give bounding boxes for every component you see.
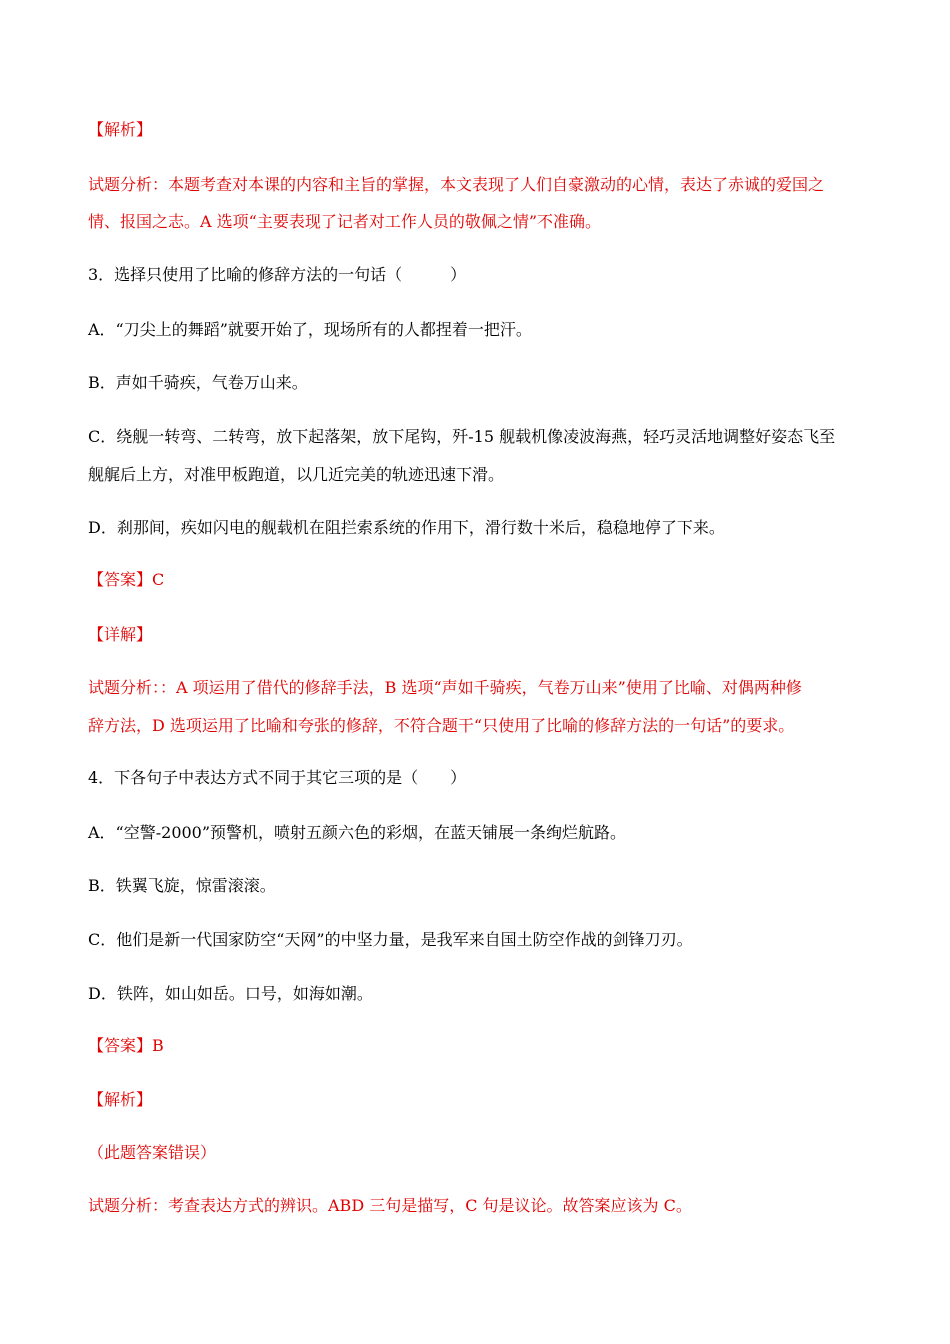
question-3-option-c-continued: 舰艉后上方，对准甲板跑道，以几近完美的轨迹迅速下滑。 bbox=[88, 465, 505, 484]
answer-value: C bbox=[152, 570, 165, 589]
question-4-stem: 4．下各句子中表达方式不同于其它三项的是（ ） bbox=[88, 768, 467, 787]
question-4-option-c: C．他们是新一代国家防空“天网”的中坚力量，是我军来自国土防空作战的剑锋刀刃。 bbox=[88, 930, 693, 949]
question-4-answer bbox=[88, 1036, 164, 1056]
question-4-option-b: B．铁翼飞旋，惊雷滚滚。 bbox=[88, 876, 276, 895]
analysis-text-line: 试题分析：：A 项运用了借代的修辞手法，B 选项“声如千骑疾，气卷万山来”使用了比喻、对偶两种修 bbox=[88, 678, 802, 697]
analysis-text-line: 试题分析：本题考查对本课的内容和主旨的掌握，本文表现了人们自豪激动的心情，表达了赤诚的爱国之 bbox=[88, 175, 825, 194]
answer-label: 【答案】 bbox=[88, 1036, 153, 1055]
answer-value: B bbox=[152, 1036, 164, 1055]
detail-heading: 【详解】 bbox=[88, 625, 153, 644]
question-4-option-a: A．“空警-2000”预警机，喷射五颜六色的彩烟，在蓝天铺展一条绚烂航路。 bbox=[88, 823, 627, 842]
analysis-text-line: 情、报国之志。A 选项“主要表现了记者对工作人员的敬佩之情”不准确。 bbox=[88, 212, 602, 231]
analysis-heading: 【解析】 bbox=[88, 1090, 153, 1109]
analysis-text-line: 试题分析：考查表达方式的辨识。ABD 三句是描写，C 句是议论。故答案应该为 C。 bbox=[88, 1196, 692, 1215]
question-4-option-d: D．铁阵，如山如岳。口号，如海如潮。 bbox=[88, 984, 373, 1003]
question-3-option-d: D．刹那间，疾如闪电的舰载机在阻拦索系统的作用下，滑行数十米后，稳稳地停了下来。 bbox=[88, 518, 725, 537]
analysis-heading: 【解析】 bbox=[88, 120, 153, 139]
answer-error-note: （此题答案错误） bbox=[88, 1143, 217, 1162]
analysis-text-line: 辞方法，D 选项运用了比喻和夸张的修辞，不符合题干“只使用了比喻的修辞方法的一句话”的要求。 bbox=[88, 716, 795, 735]
question-3-stem: 3．选择只使用了比喻的修辞方法的一句话（ ） bbox=[88, 265, 467, 284]
question-3-option-c: C．绕舰一转弯、二转弯，放下起落架，放下尾钩，歼-15 舰载机像凌波海燕，轻巧灵活地调整好姿态飞至 bbox=[88, 427, 836, 446]
question-3-option-a: A．“刀尖上的舞蹈”就要开始了，现场所有的人都捏着一把汗。 bbox=[88, 320, 532, 339]
answer-label: 【答案】 bbox=[88, 570, 153, 589]
question-3-answer bbox=[88, 570, 164, 590]
question-3-option-b: B．声如千骑疾，气卷万山来。 bbox=[88, 373, 308, 392]
